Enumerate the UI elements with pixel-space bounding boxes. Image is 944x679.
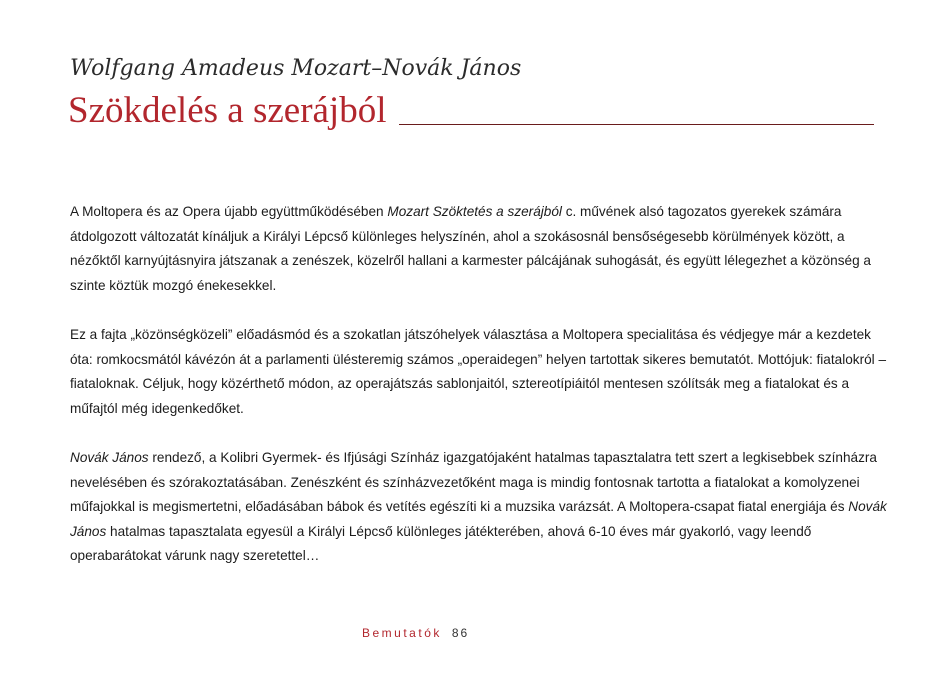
paragraph-text: hatalmas tapasztalata egyesül a Királyi Lépcső különleges játékterében, ahová 6-10 éves már gyakorló, vagy leendő operabarátokat várunk nagy szeretettel…: [70, 523, 812, 564]
article-body: [70, 200, 890, 594]
paragraph-text: Ez a fajta „közönségközeli” előadásmód és a szokatlan játszóhelyek választása a Moltopera specialitása és védjegye már a kezdetek óta: romkocsmától kávézón át a parlamenti ülésteremig számos „operaidegen” helyen tartottak sikeres bemutatót. Mottójuk: fiatalokról – fiataloknak. Céljuk, hogy közérthető módon, az operajátszás sablonjaitól, sztereotípiáitól mentesen szólítsák meg a fiatalokat és a műfajtól még idegenkedőket.: [70, 326, 887, 416]
footer-section-label: Bemutatók: [362, 626, 442, 640]
work-title: Mozart Szöktetés a szerájból: [387, 204, 562, 219]
paragraph-2: [70, 323, 890, 421]
paragraph-text: c. művének alsó tagozatos gyerekek számára átdolgozott változatát kínáljuk a Királyi Lépcső különleges helyszínén, ahol a szokásosnál bensőségesebb körülmények között, a nézőktől karnyújtásnyira játszanak a zenészek, közelről hallani a karmester pálcájának suhogását, és együtt lélegezhet a közönség a szinte köztük mozgó énekesekkel.: [70, 204, 871, 293]
composer-heading: Wolfgang Amadeus Mozart–Novák János: [70, 56, 522, 81]
paragraph-3: [70, 446, 890, 569]
paragraph-text: A Moltopera és az Opera újabb együttműködésében: [70, 204, 388, 219]
person-name: Novák János: [70, 449, 149, 465]
paragraph-text: rendező, a Kolibri Gyermek- és Ifjúsági Színház igazgatójaként hatalmas tapasztalatra tett szert a legkisebbek színházra nevelésében és szórakoztatásában. Zenészként és színházvezetőként maga is mindig fontosnak tartotta a fiatalokat a komolyzenei műfajokkal is megismertetni, előadásában bábok és vetítés egészíti ki a muzsika varázsát. A Moltopera-csapat fiatal energiája és: [70, 449, 877, 515]
title-row: [68, 90, 874, 132]
person-name: Novák János: [70, 499, 887, 539]
page-title: Szökdelés a szerájból: [68, 90, 387, 131]
page-number: 86: [451, 626, 470, 640]
paragraph-1: [70, 200, 890, 298]
title-rule: [399, 124, 875, 125]
page-footer: [362, 626, 469, 640]
